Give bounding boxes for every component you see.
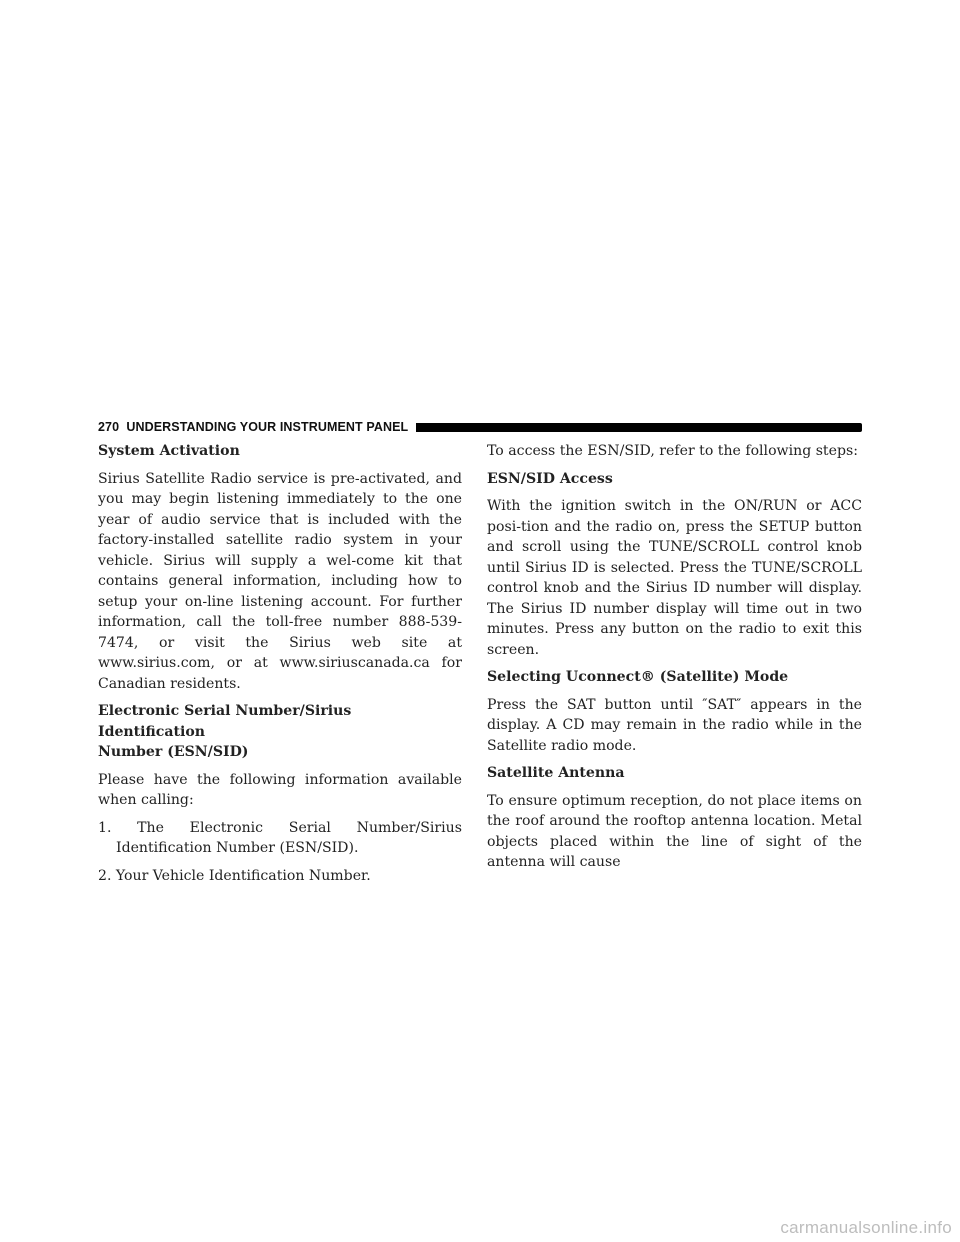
access-intro: To access the ESN/SID, refer to the following steps: (487, 443, 858, 459)
esn-intro: Please have the following information available when calling: (98, 771, 462, 808)
left-column (98, 441, 462, 893)
esn-access-text: With the ignition switch in the ON/RUN or ACC posi-tion and the radio on, press the SETUP button and scroll using the TUNE/SCROLL control knob until Sirius ID is selected. Press the TUNE/SCROLL control knob and the Sirius ID number will display. The Sirius ID number display will time out in two minutes. Press any button on the radio to exit this screen. (487, 498, 862, 658)
page-header-text (98, 419, 416, 435)
list-item-esn: 1. The Electronic Serial Number/Sirius Identification Number (ESN/SID). (98, 819, 462, 856)
watermark: carmanualsonline.info (780, 1218, 952, 1237)
esn-heading-line1: Electronic Serial Number/Sirius Identification (98, 703, 352, 740)
uconnect-text: Press the SAT button until ″SAT″ appears in the display. A CD may remain in the radio while in the Satellite radio mode. (487, 696, 862, 754)
header-rule (416, 423, 862, 432)
esn-access-heading: ESN/SID Access (487, 470, 613, 487)
uconnect-heading: Selecting Uconnect® (Satellite) Mode (487, 669, 789, 685)
antenna-heading: Satellite Antenna (487, 765, 625, 781)
section-title: UNDERSTANDING YOUR INSTRUMENT PANEL (126, 420, 409, 434)
antenna-text: To ensure optimum reception, do not place items on the roof around the rooftop antenna location. Metal objects placed within the line of sight of the antenna will cause (487, 792, 862, 870)
list-item-vin: 2. Your Vehicle Identification Number. (98, 867, 371, 884)
system-activation-heading: System Activation (98, 443, 240, 459)
page-number: 270 (98, 420, 120, 434)
right-column (487, 441, 862, 880)
esn-heading (98, 701, 462, 763)
page-header (98, 419, 862, 435)
esn-heading-line2: Number (ESN/SID) (98, 744, 249, 760)
system-activation-text: Sirius Satellite Radio service is pre-activated, and you may begin listening immediately to the one year of audio service that is included with the factory-installed satellite radio system in your vehicle. Sirius will supply a wel-come kit that contains general information, including how to setup your on-line listening account. For further information, call the toll-free number 888-539-7474, or visit the Sirius web site at www.sirius.com, or at www.siriuscanada.ca for Canadian residents. (98, 470, 462, 692)
